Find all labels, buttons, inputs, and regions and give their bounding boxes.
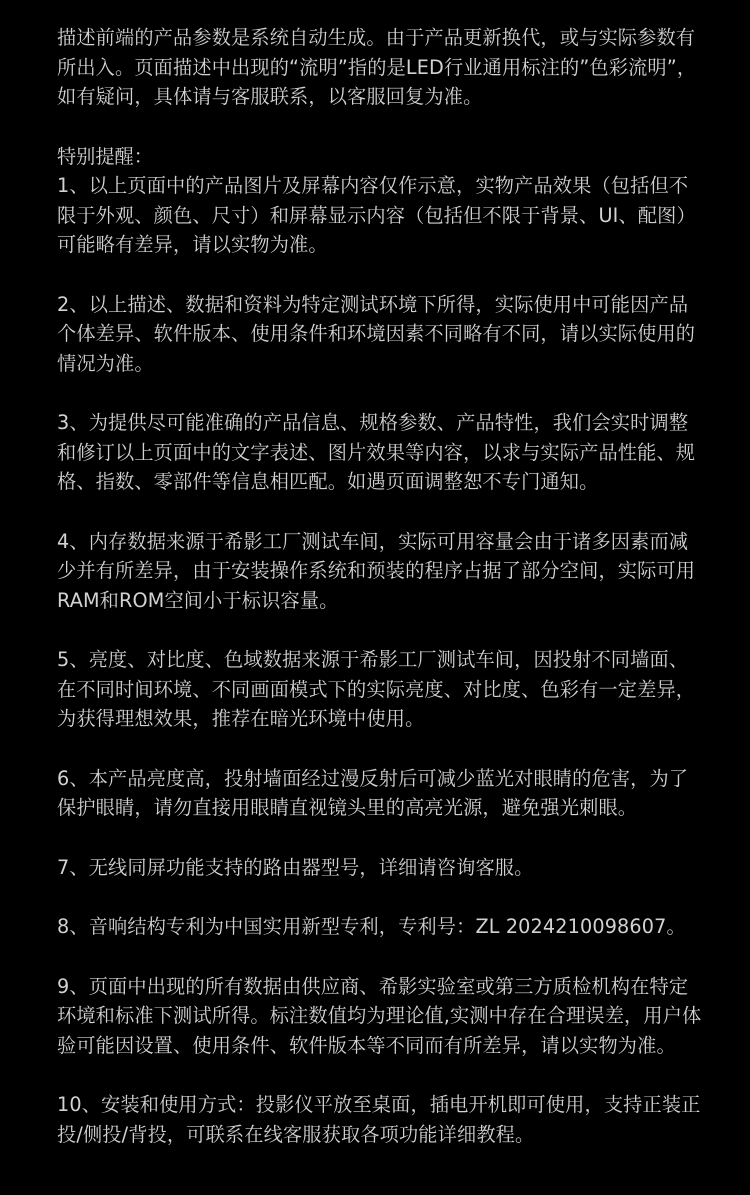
spacer: [57, 260, 707, 290]
notice-item-7: 7、无线同屏功能支持的路由器型号，详细请咨询客服。: [57, 855, 534, 879]
notice-item-5: 5、亮度、对比度、色域数据来源于希影工厂测试车间，因投射不同墙面、在不同时间环境、不同画面模式下的实际亮度、对比度、色彩有一定差异，为获得理想效果，推荐在暗光环境中使用。: [57, 648, 696, 730]
notice-item-10: 10、安装和使用方式：投影仪平放至桌面，插电开机即可使用，支持正装正投/侧投/背投，可联系在线客服获取各项功能详细教程。: [57, 1093, 701, 1146]
intro-paragraph: 描述前端的产品参数是系统自动生成。由于产品更新换代，或与实际参数有所出入。页面描述中出现的“流明”指的是LED行业通用标注的”色彩流明”，如有疑问，具体请与客服联系，以客服回复为准。: [57, 26, 697, 108]
disclaimer-document: [57, 23, 707, 1149]
notice-item-8: 8、音响结构专利为中国实用新型专利，专利号：ZL 2024210098607。: [57, 915, 686, 938]
notice-item-6: 6、本产品亮度高，投射墙面经过漫反射后可减少蓝光对眼睛的危害，为了保护眼睛，请勿直接用眼睛直视镜头里的高亮光源，避免强光刺眼。: [57, 766, 689, 819]
spacer: [57, 378, 707, 408]
notice-item-3: 3、为提供尽可能准确的产品信息、规格参数、产品特性，我们会实时调整和修订以上页面中的文字表述、图片效果等内容，以求与实际产品性能、规格、指数、零部件等信息相匹配。如遇页面调整恕不专门通知。: [57, 411, 696, 493]
spacer: [57, 823, 707, 853]
spacer: [57, 112, 707, 142]
spacer: [57, 497, 707, 527]
notice-item-2: 2、以上描述、数据和资料为特定测试环境下所得，实际使用中可能因产品个体差异、软件版本、使用条件和环境因素不同略有不同，请以实际使用的情况为准。: [57, 292, 696, 375]
spacer: [57, 615, 707, 645]
spacer: [57, 734, 707, 764]
notice-title: 特别提醒：: [57, 144, 153, 168]
spacer: [57, 882, 707, 912]
notice-item-9: 9、页面中出现的所有数据由供应商、希影实验室或第三方质检机构在特定环境和标准下测试所得。标注数值均为理论值,实测中存在合理误差，用户体验可能因设置、使用条件、软件版本等不同而有所差异，请以实物为准。: [57, 974, 702, 1057]
spacer: [57, 1060, 707, 1090]
notice-item-1: 1、以上页面中的产品图片及屏幕内容仅作示意，实物产品效果（包括但不限于外观、颜色、尺寸）和屏幕显示内容（包括但不限于背景、UI、配图）可能略有差异，请以实物为准。: [57, 174, 696, 256]
notice-item-4: 4、内存数据来源于希影工厂测试车间，实际可用容量会由于诸多因素而减少并有所差异，由于安装操作系统和预装的程序占据了部分空间，实际可用RAM和ROM空间小于标识容量。: [57, 529, 696, 612]
spacer: [57, 942, 707, 972]
